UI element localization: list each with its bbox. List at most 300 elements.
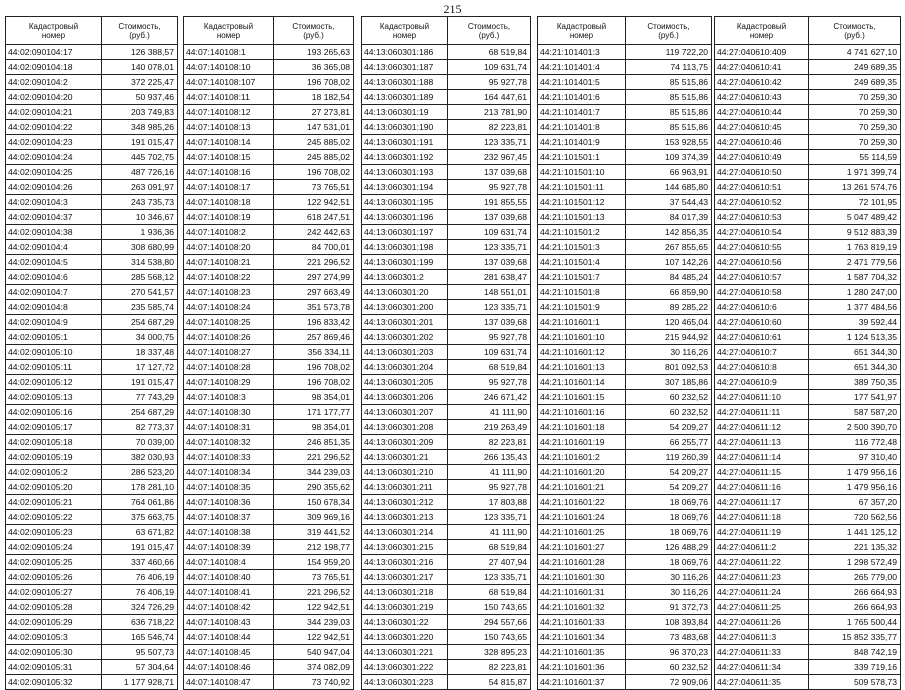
cadastral-number-cell: 44:21:101601:15 xyxy=(538,390,626,405)
cadastral-number-cell: 44:13:060301:200 xyxy=(362,300,448,315)
cadastral-number-cell: 44:21:101401:9 xyxy=(538,135,626,150)
table-header-row xyxy=(6,17,178,45)
table-row xyxy=(6,45,178,60)
cadastral-number-cell: 44:13:060301:189 xyxy=(362,90,448,105)
table-row xyxy=(6,345,178,360)
table-header-row xyxy=(538,17,712,45)
cost-cell: 144 685,80 xyxy=(626,180,712,195)
table-row xyxy=(715,165,901,180)
cost-cell: 764 061,86 xyxy=(102,495,178,510)
table-row xyxy=(362,510,531,525)
table-row xyxy=(715,465,901,480)
table-row xyxy=(6,435,178,450)
cadastral-number-cell: 44:02:090104:8 xyxy=(6,300,102,315)
column-header-cadastral-number: Кадастровый номер xyxy=(715,17,809,45)
cost-cell: 339 719,16 xyxy=(809,660,901,675)
cadastral-number-cell: 44:27:040610:55 xyxy=(715,240,809,255)
cadastral-number-cell: 44:21:101601:32 xyxy=(538,600,626,615)
cadastral-number-cell: 44:07:140108:22 xyxy=(184,270,274,285)
table-row xyxy=(538,75,712,90)
cadastral-number-cell: 44:13:060301:217 xyxy=(362,570,448,585)
cadastral-number-cell: 44:13:060301:22 xyxy=(362,615,448,630)
cadastral-number-cell: 44:07:140108:2 xyxy=(184,225,274,240)
table-row xyxy=(715,45,901,60)
cost-cell: 140 078,01 xyxy=(102,60,178,75)
cadastral-number-cell: 44:21:101601:10 xyxy=(538,330,626,345)
cost-cell: 165 546,74 xyxy=(102,630,178,645)
table-row xyxy=(362,135,531,150)
table-row xyxy=(362,570,531,585)
cadastral-number-cell: 44:21:101601:14 xyxy=(538,375,626,390)
cost-cell: 137 039,68 xyxy=(448,165,531,180)
cost-cell: 68 519,84 xyxy=(448,585,531,600)
cost-cell: 68 519,84 xyxy=(448,45,531,60)
table-row xyxy=(184,90,354,105)
table-row xyxy=(184,615,354,630)
cost-cell: 41 111,90 xyxy=(448,465,531,480)
cost-cell: 213 781,90 xyxy=(448,105,531,120)
cadastral-number-cell: 44:21:101401:4 xyxy=(538,60,626,75)
page-number: 215 xyxy=(443,2,462,16)
cadastral-number-cell: 44:21:101601:27 xyxy=(538,540,626,555)
cadastral-table-3 xyxy=(361,16,531,690)
cadastral-number-cell: 44:02:090104:18 xyxy=(6,60,102,75)
cadastral-number-cell: 44:13:060301:212 xyxy=(362,495,448,510)
cost-cell: 18 069,76 xyxy=(626,525,712,540)
cost-cell: 18 069,76 xyxy=(626,555,712,570)
table-row xyxy=(6,150,178,165)
cost-cell: 18 069,76 xyxy=(626,510,712,525)
cadastral-number-cell: 44:07:140108:43 xyxy=(184,615,274,630)
cost-cell: 82 223,81 xyxy=(448,660,531,675)
table-row xyxy=(184,675,354,690)
cost-cell: 243 735,73 xyxy=(102,195,178,210)
cost-cell: 263 091,97 xyxy=(102,180,178,195)
table-row xyxy=(715,450,901,465)
cadastral-number-cell: 44:27:040610:53 xyxy=(715,210,809,225)
cadastral-number-cell: 44:13:060301:196 xyxy=(362,210,448,225)
cost-cell: 95 507,73 xyxy=(102,645,178,660)
cadastral-number-cell: 44:13:060301:21 xyxy=(362,450,448,465)
cost-cell: 98 354,01 xyxy=(274,390,354,405)
cost-cell: 119 722,20 xyxy=(626,45,712,60)
cadastral-number-cell: 44:27:040610:61 xyxy=(715,330,809,345)
table-row xyxy=(184,540,354,555)
cost-cell: 254 687,29 xyxy=(102,315,178,330)
table-row xyxy=(6,315,178,330)
table-row xyxy=(538,240,712,255)
table-row xyxy=(184,585,354,600)
cost-cell: 34 000,75 xyxy=(102,330,178,345)
table-row xyxy=(538,615,712,630)
cost-cell: 70 259,30 xyxy=(809,120,901,135)
cadastral-number-cell: 44:27:040610:45 xyxy=(715,120,809,135)
cadastral-number-cell: 44:13:060301:210 xyxy=(362,465,448,480)
cadastral-number-cell: 44:13:060301:193 xyxy=(362,165,448,180)
cadastral-number-cell: 44:13:060301:221 xyxy=(362,645,448,660)
cadastral-number-cell: 44:21:101601:36 xyxy=(538,660,626,675)
cadastral-number-cell: 44:02:090104:2 xyxy=(6,75,102,90)
table-row xyxy=(6,555,178,570)
column-header-cadastral-number: Кадастровый номер xyxy=(362,17,448,45)
table-row xyxy=(538,195,712,210)
table-row xyxy=(184,600,354,615)
cost-cell: 309 969,16 xyxy=(274,510,354,525)
table-row xyxy=(362,525,531,540)
cost-cell: 372 225,47 xyxy=(102,75,178,90)
cadastral-number-cell: 44:27:040611:19 xyxy=(715,525,809,540)
cost-cell: 98 354,01 xyxy=(274,420,354,435)
cadastral-number-cell: 44:27:040611:15 xyxy=(715,465,809,480)
table-row xyxy=(184,60,354,75)
table-row xyxy=(538,660,712,675)
table-row xyxy=(715,180,901,195)
table-row xyxy=(362,240,531,255)
table-row xyxy=(715,540,901,555)
cadastral-number-cell: 44:07:140108:27 xyxy=(184,345,274,360)
cadastral-number-cell: 44:07:140108:13 xyxy=(184,120,274,135)
cadastral-number-cell: 44:21:101501:2 xyxy=(538,225,626,240)
table-row xyxy=(715,285,901,300)
cadastral-number-cell: 44:07:140108:1 xyxy=(184,45,274,60)
cadastral-number-cell: 44:13:060301:218 xyxy=(362,585,448,600)
table-row xyxy=(362,285,531,300)
cadastral-number-cell: 44:07:140108:46 xyxy=(184,660,274,675)
cadastral-number-cell: 44:21:101401:5 xyxy=(538,75,626,90)
cadastral-number-cell: 44:02:090104:37 xyxy=(6,210,102,225)
cadastral-number-cell: 44:07:140108:35 xyxy=(184,480,274,495)
table-row xyxy=(362,390,531,405)
table-row xyxy=(538,150,712,165)
table-row xyxy=(6,675,178,690)
cadastral-number-cell: 44:02:090105:18 xyxy=(6,435,102,450)
cost-cell: 356 334,11 xyxy=(274,345,354,360)
table-row xyxy=(715,60,901,75)
cost-cell: 122 942,51 xyxy=(274,600,354,615)
cadastral-number-cell: 44:07:140108:28 xyxy=(184,360,274,375)
cost-cell: 70 259,30 xyxy=(809,105,901,120)
cost-cell: 281 638,47 xyxy=(448,270,531,285)
cadastral-number-cell: 44:21:101601:30 xyxy=(538,570,626,585)
cadastral-number-cell: 44:27:040610:409 xyxy=(715,45,809,60)
cadastral-number-cell: 44:13:060301:213 xyxy=(362,510,448,525)
table-row xyxy=(184,480,354,495)
cadastral-number-cell: 44:21:101501:13 xyxy=(538,210,626,225)
cost-cell: 119 260,39 xyxy=(626,450,712,465)
cost-cell: 109 631,74 xyxy=(448,225,531,240)
cost-cell: 445 702,75 xyxy=(102,150,178,165)
cadastral-number-cell: 44:13:060301:215 xyxy=(362,540,448,555)
cadastral-number-cell: 44:21:101501:9 xyxy=(538,300,626,315)
table-row xyxy=(715,225,901,240)
cadastral-number-cell: 44:27:040611:22 xyxy=(715,555,809,570)
cost-cell: 17 803,88 xyxy=(448,495,531,510)
cadastral-number-cell: 44:07:140108:36 xyxy=(184,495,274,510)
table-row xyxy=(715,105,901,120)
cost-cell: 196 833,42 xyxy=(274,315,354,330)
cost-cell: 266 135,43 xyxy=(448,450,531,465)
table-row xyxy=(6,660,178,675)
cadastral-number-cell: 44:21:101601:28 xyxy=(538,555,626,570)
cadastral-number-cell: 44:13:060301:219 xyxy=(362,600,448,615)
table-row xyxy=(6,375,178,390)
table-row xyxy=(715,510,901,525)
cost-cell: 297 663,49 xyxy=(274,285,354,300)
column-header-cost: Стоимость, (руб.) xyxy=(626,17,712,45)
cost-cell: 328 895,23 xyxy=(448,645,531,660)
table-row xyxy=(184,45,354,60)
table-row xyxy=(538,405,712,420)
table-row xyxy=(362,195,531,210)
cost-cell: 54 209,27 xyxy=(626,480,712,495)
table-row xyxy=(362,630,531,645)
column-header-cost: Стоимость, (руб.) xyxy=(102,17,178,45)
table-row xyxy=(6,240,178,255)
cadastral-number-cell: 44:21:101501:12 xyxy=(538,195,626,210)
table-row xyxy=(538,60,712,75)
cost-cell: 82 223,81 xyxy=(448,435,531,450)
table-row xyxy=(184,180,354,195)
table-row xyxy=(538,105,712,120)
table-row xyxy=(362,225,531,240)
cadastral-number-cell: 44:21:101601:13 xyxy=(538,360,626,375)
cadastral-table-4 xyxy=(537,16,712,690)
cadastral-number-cell: 44:02:090104:23 xyxy=(6,135,102,150)
table-row xyxy=(362,615,531,630)
cadastral-number-cell: 44:27:040611:34 xyxy=(715,660,809,675)
table-row xyxy=(538,435,712,450)
cost-cell: 509 578,73 xyxy=(809,675,901,690)
cadastral-number-cell: 44:27:040611:10 xyxy=(715,390,809,405)
cost-cell: 4 741 627,10 xyxy=(809,45,901,60)
cadastral-number-cell: 44:21:101601:12 xyxy=(538,345,626,360)
table-row xyxy=(538,495,712,510)
table-row xyxy=(6,75,178,90)
cost-cell: 122 942,51 xyxy=(274,195,354,210)
cadastral-number-cell: 44:07:140108:20 xyxy=(184,240,274,255)
table-row xyxy=(538,285,712,300)
table-row xyxy=(538,330,712,345)
table-row xyxy=(184,525,354,540)
cost-cell: 85 515,86 xyxy=(626,105,712,120)
table-row xyxy=(715,525,901,540)
table-row xyxy=(715,645,901,660)
cost-cell: 191 015,47 xyxy=(102,135,178,150)
cost-cell: 55 114,59 xyxy=(809,150,901,165)
cadastral-number-cell: 44:07:140108:41 xyxy=(184,585,274,600)
cost-cell: 39 592,44 xyxy=(809,315,901,330)
table-row xyxy=(6,525,178,540)
cadastral-number-cell: 44:27:040610:42 xyxy=(715,75,809,90)
cadastral-number-cell: 44:27:040610:58 xyxy=(715,285,809,300)
table-row xyxy=(362,270,531,285)
cadastral-number-cell: 44:02:090104:38 xyxy=(6,225,102,240)
cost-cell: 1 298 572,49 xyxy=(809,555,901,570)
cost-cell: 196 708,02 xyxy=(274,165,354,180)
cadastral-number-cell: 44:02:090105:24 xyxy=(6,540,102,555)
table-row xyxy=(715,150,901,165)
table-row xyxy=(6,120,178,135)
cadastral-number-cell: 44:13:060301:207 xyxy=(362,405,448,420)
cost-cell: 294 557,66 xyxy=(448,615,531,630)
cadastral-number-cell: 44:07:140108:10 xyxy=(184,60,274,75)
cost-cell: 137 039,68 xyxy=(448,210,531,225)
cadastral-number-cell: 44:21:101501:8 xyxy=(538,285,626,300)
cadastral-number-cell: 44:13:060301:216 xyxy=(362,555,448,570)
cost-cell: 267 855,65 xyxy=(626,240,712,255)
table-row xyxy=(6,135,178,150)
cadastral-number-cell: 44:07:140108:19 xyxy=(184,210,274,225)
cost-cell: 314 538,80 xyxy=(102,255,178,270)
table-row xyxy=(184,390,354,405)
table-row xyxy=(715,195,901,210)
table-row xyxy=(184,360,354,375)
table-row xyxy=(184,420,354,435)
cadastral-number-cell: 44:02:090104:24 xyxy=(6,150,102,165)
cadastral-number-cell: 44:07:140108:14 xyxy=(184,135,274,150)
table-row xyxy=(715,75,901,90)
cadastral-number-cell: 44:13:060301:194 xyxy=(362,180,448,195)
table-row xyxy=(6,630,178,645)
table-row xyxy=(538,180,712,195)
table-row xyxy=(6,165,178,180)
cadastral-number-cell: 44:21:101601:18 xyxy=(538,420,626,435)
table-row xyxy=(538,465,712,480)
table-row xyxy=(538,315,712,330)
cost-cell: 89 285,22 xyxy=(626,300,712,315)
cost-cell: 1 936,36 xyxy=(102,225,178,240)
cadastral-number-cell: 44:21:101401:7 xyxy=(538,105,626,120)
table-row xyxy=(538,390,712,405)
cadastral-number-cell: 44:02:090105:13 xyxy=(6,390,102,405)
cadastral-number-cell: 44:21:101501:11 xyxy=(538,180,626,195)
cost-cell: 164 447,61 xyxy=(448,90,531,105)
cost-cell: 76 406,19 xyxy=(102,585,178,600)
column-header-cost: Стоимость, (руб.) xyxy=(274,17,354,45)
table-row xyxy=(6,270,178,285)
table-row xyxy=(362,435,531,450)
cost-cell: 70 259,30 xyxy=(809,90,901,105)
cadastral-number-cell: 44:27:040611:13 xyxy=(715,435,809,450)
cadastral-number-cell: 44:02:090105:11 xyxy=(6,360,102,375)
cost-cell: 249 689,35 xyxy=(809,75,901,90)
cost-cell: 848 742,19 xyxy=(809,645,901,660)
cost-cell: 123 335,71 xyxy=(448,300,531,315)
table-row xyxy=(184,495,354,510)
cadastral-number-cell: 44:21:101501:7 xyxy=(538,270,626,285)
table-row xyxy=(362,495,531,510)
cadastral-number-cell: 44:21:101601:33 xyxy=(538,615,626,630)
cadastral-number-cell: 44:07:140108:30 xyxy=(184,405,274,420)
cadastral-number-cell: 44:07:140108:23 xyxy=(184,285,274,300)
cadastral-number-cell: 44:02:090105:30 xyxy=(6,645,102,660)
cost-cell: 84 700,01 xyxy=(274,240,354,255)
cadastral-number-cell: 44:07:140108:17 xyxy=(184,180,274,195)
table-row xyxy=(6,615,178,630)
cost-cell: 254 687,29 xyxy=(102,405,178,420)
table-row xyxy=(538,225,712,240)
cost-cell: 142 856,35 xyxy=(626,225,712,240)
table-row xyxy=(715,585,901,600)
cadastral-number-cell: 44:07:140108:39 xyxy=(184,540,274,555)
cost-cell: 1 280 247,00 xyxy=(809,285,901,300)
cadastral-number-cell: 44:27:040610:56 xyxy=(715,255,809,270)
cost-cell: 36 365,08 xyxy=(274,60,354,75)
cadastral-number-cell: 44:21:101601:34 xyxy=(538,630,626,645)
table-row xyxy=(362,45,531,60)
cadastral-number-cell: 44:13:060301:222 xyxy=(362,660,448,675)
table-row xyxy=(6,60,178,75)
cadastral-number-cell: 44:21:101501:4 xyxy=(538,255,626,270)
cadastral-number-cell: 44:13:060301:188 xyxy=(362,75,448,90)
cost-cell: 285 568,12 xyxy=(102,270,178,285)
cost-cell: 191 855,55 xyxy=(448,195,531,210)
cost-cell: 15 852 335,77 xyxy=(809,630,901,645)
table-row xyxy=(184,510,354,525)
cost-cell: 95 927,78 xyxy=(448,75,531,90)
table-row xyxy=(362,330,531,345)
cost-cell: 221 135,32 xyxy=(809,540,901,555)
cadastral-number-cell: 44:13:060301:197 xyxy=(362,225,448,240)
cadastral-number-cell: 44:07:140108:37 xyxy=(184,510,274,525)
cadastral-number-cell: 44:27:040611:12 xyxy=(715,420,809,435)
cadastral-number-cell: 44:02:090104:4 xyxy=(6,240,102,255)
table-row xyxy=(715,315,901,330)
cadastral-number-cell: 44:27:040610:6 xyxy=(715,300,809,315)
table-row xyxy=(184,450,354,465)
cost-cell: 636 718,22 xyxy=(102,615,178,630)
cost-cell: 150 678,34 xyxy=(274,495,354,510)
table-row xyxy=(184,270,354,285)
table-row xyxy=(362,180,531,195)
table-row xyxy=(715,435,901,450)
cadastral-number-cell: 44:21:101601:22 xyxy=(538,495,626,510)
table-row xyxy=(184,660,354,675)
cost-cell: 1 479 956,16 xyxy=(809,465,901,480)
cost-cell: 5 047 489,42 xyxy=(809,210,901,225)
cost-cell: 374 082,09 xyxy=(274,660,354,675)
cost-cell: 2 500 390,70 xyxy=(809,420,901,435)
cost-cell: 18 069,76 xyxy=(626,495,712,510)
table-row xyxy=(362,555,531,570)
cost-cell: 123 335,71 xyxy=(448,510,531,525)
table-row xyxy=(715,420,901,435)
cost-cell: 246 671,42 xyxy=(448,390,531,405)
cost-cell: 126 488,29 xyxy=(626,540,712,555)
cadastral-number-cell: 44:27:040611:23 xyxy=(715,570,809,585)
table-row xyxy=(184,210,354,225)
cadastral-number-cell: 44:21:101601:2 xyxy=(538,450,626,465)
table-row xyxy=(6,105,178,120)
cadastral-number-cell: 44:02:090104:7 xyxy=(6,285,102,300)
cadastral-number-cell: 44:02:090104:5 xyxy=(6,255,102,270)
cadastral-number-cell: 44:27:040610:60 xyxy=(715,315,809,330)
cadastral-number-cell: 44:21:101401:3 xyxy=(538,45,626,60)
cadastral-number-cell: 44:02:090105:2 xyxy=(6,465,102,480)
cadastral-number-cell: 44:21:101601:20 xyxy=(538,465,626,480)
table-row xyxy=(184,630,354,645)
cost-cell: 76 406,19 xyxy=(102,570,178,585)
cadastral-table-1 xyxy=(5,16,178,690)
cadastral-number-cell: 44:27:040610:46 xyxy=(715,135,809,150)
table-row xyxy=(6,360,178,375)
cost-cell: 242 442,63 xyxy=(274,225,354,240)
cost-cell: 196 708,02 xyxy=(274,75,354,90)
cost-cell: 74 113,75 xyxy=(626,60,712,75)
cadastral-number-cell: 44:13:060301:214 xyxy=(362,525,448,540)
table-row xyxy=(715,360,901,375)
cadastral-number-cell: 44:21:101601:19 xyxy=(538,435,626,450)
